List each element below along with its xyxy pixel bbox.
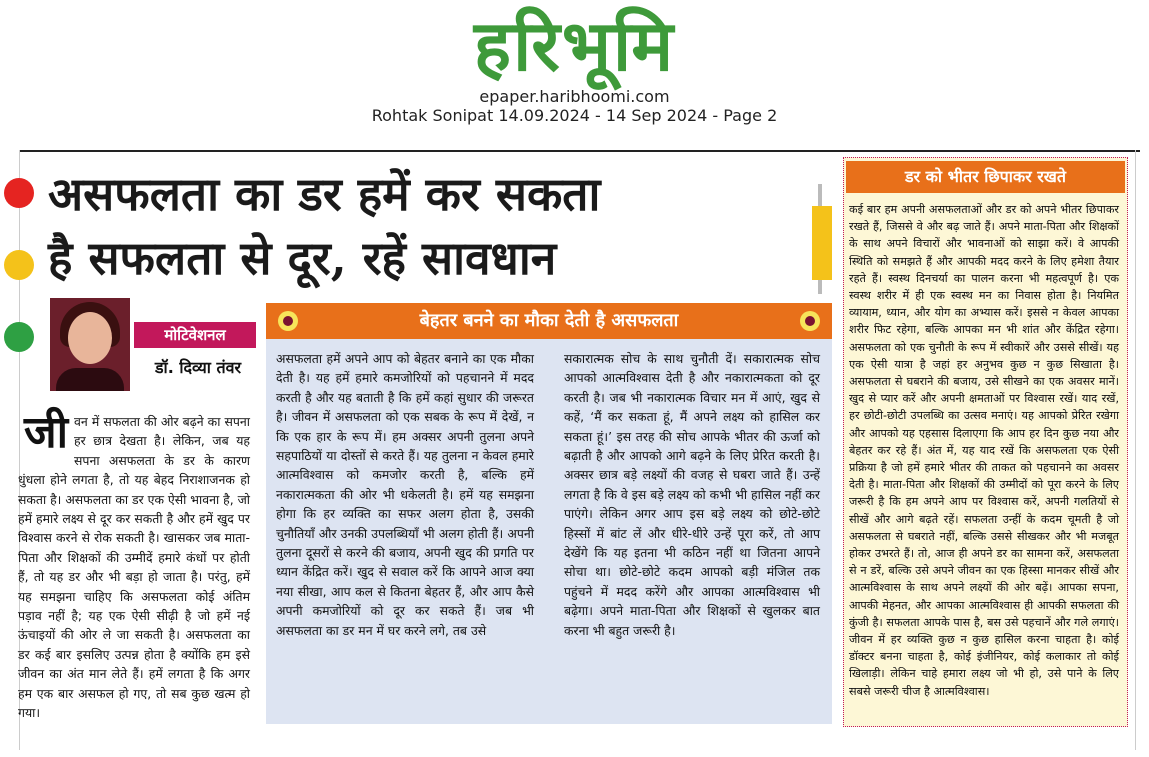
article-headline — [48, 162, 808, 290]
edition-info: Rohtak Sonipat 14.09.2024 - 14 Sep 2024 - Page 2 — [371, 106, 778, 125]
article-intro — [18, 407, 250, 723]
intro-text: वन में सफलता की ओर बढ़ने का सपना हर छात्र देखता है। लेकिन, जब यह सपना असफलता के डर के कारण धुंधला होने लगता है, तो यह बेहद निराशाजनक हो सकता है। असफलता का डर एक ऐसी भावना है, जो हमें हमारे लक्ष्य से दूर कर सकती है और हमें खुद पर विश्वास करने से रोक सकती है। खासकर जब माता-पिता और शिक्षकों की उम्मीदें हमारे कंधों पर होती हैं, तो यह डर और भी बड़ा हो जाता है। परंतु, हमें यह समझना चाहिए कि असफलता कोई अंतिम पड़ाव नहीं है; यह एक ऐसी सीढ़ी है जो हमें नई ऊंचाइयों की ओर ले जा सकती है। असफलता का डर कई बार इसलिए उत्पन्न होता है क्योंकि हम इसे जीवन का अंत मान लेते हैं। हमें लगता है कि अगर हम एक बार असफल हो गए, तो सब कुछ खत्म हो गया। — [18, 414, 250, 721]
subheading-text: बेहतर बनने का मौका देती है असफलता — [419, 310, 679, 331]
headline-marker — [812, 206, 832, 280]
yellow-dot-icon — [4, 250, 34, 280]
sidebar-heading: डर को भीतर छिपाकर रखते — [846, 161, 1125, 193]
author-photo — [50, 298, 130, 391]
headline-line-1: असफलता का डर हमें कर सकता — [48, 167, 601, 221]
epaper-url: epaper.haribhoomi.com — [479, 87, 670, 106]
page-top-rule — [20, 150, 1140, 152]
right-margin-rule — [1135, 150, 1136, 750]
green-dot-icon — [4, 322, 34, 352]
body-column-2: सकारात्मक सोच के साथ चुनौती दें। सकारात्मक सोच आपको आत्मविश्वास देती है और नकारात्मकता को दूर करती है। जब भी नकारात्मक विचार मन में आएं, खुद से कहें, ‘मैं कर सकता हूं, मैं अपने लक्ष्य को हासिल कर सकता हूं।’ इस तरह की सोच आपके भीतर की ऊर्जा को बढ़ाती है और आपको आगे बढ़ने के लिए प्रेरित करती है। अक्सर छात्र बड़े लक्ष्यों की वजह से घबरा जाते हैं। उन्हें लगता है कि वे इस बड़े लक्ष्य को कभी भी हासिल नहीं कर पाएंगे। लेकिन अगर आप इस बड़े लक्ष्य को छोटे-छोटे हिस्सों में बांट लें और धीरे-धीरे उन्हें पूरा करें, तो आप देखेंगे कि यह इतना भी कठिन नहीं था जितना आपने सोचा था। छोटे-छोटे कदम आपको बड़ी मंजिल तक पहुंचने में मदद करेंगे और आपका आत्मविश्वास भी बढ़ेगा। अपने माता-पिता और शिक्षकों से खुलकर बात करना भी बहुत जरूरी है। — [564, 351, 820, 638]
column-tag: मोटिवेशनल — [134, 322, 256, 348]
headline-line-2: है सफलता से दूर, रहें सावधान — [48, 231, 557, 285]
masthead — [0, 0, 1149, 130]
author-byline: डॉ. दिव्या तंवर — [154, 358, 242, 377]
body-column-1: असफलता हमें अपने आप को बेहतर बनाने का एक मौका देती है। यह हमें हमारे कमजोरियों को पहचानने में मदद करती है और यह बताती है कि हमें कहां सुधार की जरूरत है। जीवन में असफलता को एक सबक के रूप में देखें, न कि एक हार के रूप में। हम अक्सर अपनी तुलना अपने सहपाठियों या दोस्तों से करते हैं। यह तुलना न केवल हमारे आत्मविश्वास को कमजोर करती है, बल्कि हमें नकारात्मकता की ओर भी धकेलती है। हमें यह समझना होगा कि हर व्यक्ति का सफर अलग होता है, उसकी चुनौतियाँ और उनकी उपलब्धियाँ भी अलग होती हैं। अपनी तुलना दूसरों से करने की बजाय, अपनी खुद की प्रगति पर ध्यान केंद्रित करें। खुद से सवाल करें कि आपने आज क्या नया सीखा, आप कल से कितना बेहतर हैं, और आप कैसे अपनी कमजोरियों को दूर कर सकते हैं। जब भी असफलता का डर मन में घर करने लगे, तब उसे — [276, 351, 534, 638]
sidebar-text: कई बार हम अपनी असफलताओं और डर को अपने भीतर छिपाकर रखते हैं, जिससे वे और बढ़ जाते हैं। अपने माता-पिता और शिक्षकों के साथ अपने विचारों और भावनाओं को साझा करें। वे आपकी स्थिति को समझते हैं और आपकी मदद करने के लिए हमेशा तैयार रहते हैं। स्वस्थ दिनचर्या का पालन करना भी महत्वपूर्ण है। एक स्वस्थ शरीर में ही एक स्वस्थ मन का निवास होता है। नियमित व्यायाम, ध्यान, और योग का अभ्यास करें। इससे न केवल आपका शरीर फिट रहेगा, बल्कि आपका मन भी शांत और केंद्रित रहेगा। असफलता को एक चुनौती के रूप में स्वीकारें और उससे सीखें। यह एक ऐसी यात्रा है जहां हर अनुभव कुछ न कुछ सिखाता है। असफलता से घबराने की बजाय, उसे सीखने का एक अवसर मानें। खुद से प्यार करें और अपनी क्षमताओं पर विश्वास रखें। याद रखें, हर छोटी-छोटी उपलब्धि का उत्सव मनाएं। यह आपको प्रेरित रखेगा और आपको यह एहसास दिलाएगा कि आप हर दिन कुछ नया और बेहतर कर रहे हैं। अंत में, यह याद रखें कि असफलता एक ऐसी प्रक्रिया है जो हमें हमारे भीतर की ताकत को पहचानने का अवसर देती है। माता-पिता और शिक्षकों की उम्मीदों को पूरा करने के लिए जरूरी है कि हम अपने आप पर विश्वास करें, अपनी गलतियों से सीखें और आगे बढ़ते रहें। सफलता उन्हीं के कदम चूमती है जो असफलता से घबराते नहीं, बल्कि उससे सीखकर और भी मजबूत होकर उभरते हैं। तो, आज ही अपने डर का सामना करें, असफलता से न डरें, बल्कि उसे अपने जीवन का एक हिस्सा मानकर सीखें और आत्मविश्वास के साथ अपने लक्ष्यों की ओर बढ़ें। आपका सपना, आपकी मेहनत, और आपका आत्मविश्वास ही आपकी सफलता की कुंजी है। सफलता आपके पास है, बस उसे पहचानें और गले लगाएं। जीवन में हर व्यक्ति कुछ न कुछ हासिल करना चाहता है। कोई डॉक्टर बनना चाहता है, कोई इंजीनियर, कोई कलाकार तो कोई खिलाड़ी। लेकिन चाहे हमारा लक्ष्य जो भी हो, उसे पाने के लिए सबसे जरूरी चीज है आत्मविश्वास। — [849, 203, 1119, 698]
red-dot-icon — [4, 178, 34, 208]
bullet-icon — [800, 311, 820, 331]
bullet-icon — [278, 311, 298, 331]
haribhoomi-logo[interactable]: हरिभूमि — [473, 5, 676, 87]
dropcap: जी — [24, 407, 69, 458]
subheading-banner — [266, 303, 832, 339]
